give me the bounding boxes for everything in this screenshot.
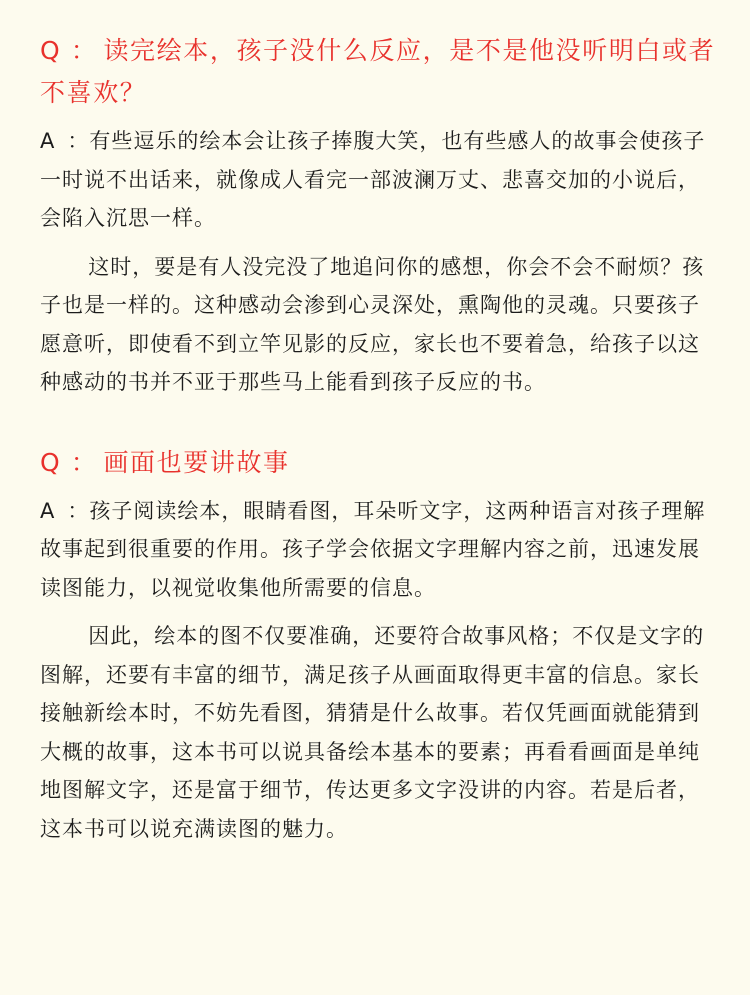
body-paragraph: 这时，要是有人没完没了地追问你的感想，你会不会不耐烦？孩子也是一样的。这种感动会渗到心灵深处，熏陶他的灵魂。只要孩子愿意听，即使看不到立竿见影的反应，家长也不要着急，给孩子以这种感动的书并不亚于那些马上能看到孩子反应的书。 — [40, 254, 705, 394]
question-text: 画面也要讲故事 — [103, 447, 290, 477]
q-marker: Q ： — [40, 447, 98, 477]
q-marker: Q ： — [40, 36, 98, 65]
question-heading — [40, 442, 720, 484]
qa-section-1 — [40, 30, 720, 402]
a-marker: A — [40, 498, 56, 523]
answer-text: ：孩子阅读绘本，眼睛看图，耳朵听文字，这两种语言对孩子理解故事起到很重要的作用。孩子学会依据文字理解内容之前，迅速发展读图能力，以视觉收集他所需要的信息。 — [40, 498, 706, 600]
body-paragraph: 因此，绘本的图不仅要准确，还要符合故事风格；不仅是文字的图解，还要有丰富的细节，满足孩子从画面取得更丰富的信息。家长接触新绘本时，不妨先看图，猜猜是什么故事。若仅凭画面就能猜到大概的故事，这本书可以说具备绘本基本的要素；再看看画面是单纯地图解文字，还是富于细节，传达更多文字没讲的内容。若是后者，这本书可以说充满读图的魅力。 — [40, 624, 705, 841]
a-marker: A — [40, 129, 56, 153]
qa-section-2 — [40, 442, 720, 849]
question-text: 读完绘本，孩子没什么反应，是不是他没听明白或者不喜欢？ — [40, 36, 716, 107]
answer-paragraph — [40, 492, 720, 608]
answer-text: ：有些逗乐的绘本会让孩子捧腹大笑，也有些感人的故事会使孩子一时说不出话来，就像成人看完一部波澜万丈、悲喜交加的小说后，会陷入沉思一样。 — [40, 129, 706, 230]
question-heading — [40, 30, 720, 114]
answer-paragraph — [40, 122, 720, 238]
